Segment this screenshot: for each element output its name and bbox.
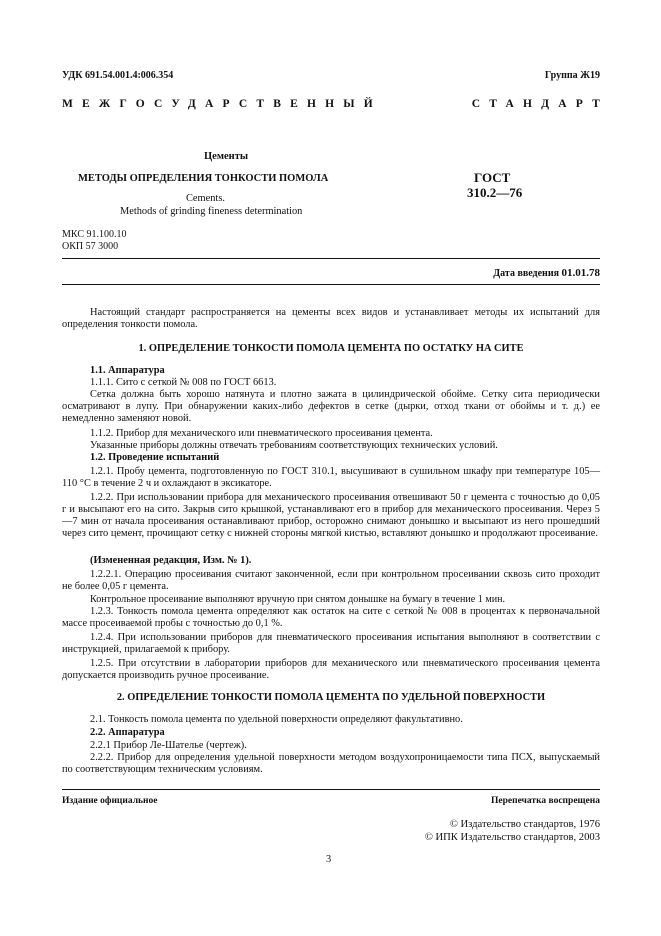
banner-right: СТАНДАРТ — [471, 98, 609, 110]
official-edition: Издание официальное — [62, 796, 158, 806]
clause-1-1-2-text: Указанные приборы должны отвечать требованиям соответствующих технических условий. — [90, 440, 498, 451]
clause-2-2-1: 2.2.1 Прибор Ле-Шателье (чертеж). — [90, 740, 247, 751]
clause-1-2-2-1: 1.2.2.1. Операцию просеивания считают законченной, если при контрольном просеивании сквозь сито проходит не более 0,05 г цемента. — [62, 569, 600, 592]
clause-1-1-1-text: Сетка должна быть хорошо натянута и плотно зажата в цилиндрической обойме. Сетку сита периодически осматривают в лупу. При обнаружении каких-либо дефектов в сетке (дырки, отход ткани от обоймы и т. д.) ее немедленно заменяют новой. — [62, 389, 600, 424]
okp-code: ОКП 57 3000 — [62, 241, 119, 252]
clause-2-2-2: 2.2.2. Прибор для определения удельной поверхности методом воздухопроницаемости типа ПСХ, выпускаемый по соответствующим техническим условиям. — [62, 752, 600, 775]
intro-date-label: Дата введения — [493, 268, 559, 279]
clause-1-2-2: 1.2.2. При использовании прибора для механического просеивания отвешивают 50 г цемента с точностью до 0,05 г и высыпают его на сито. Закрыв сито крышкой, устанавливают его в прибор для механического просеивания. Через 5—7 мин от начала просеивания останавливают прибор, осторожно снимают донышко и высыпают из него прошедший через сито цемент, прочищают сетку с нижней стороны мягкой кистью, вставляют донышко и продолжают просеивание. — [62, 492, 600, 539]
document-title: МЕТОДЫ ОПРЕДЕЛЕНИЯ ТОНКОСТИ ПОМОЛА — [78, 173, 329, 184]
clause-1-2-2-1-text: Контрольное просеивание выполняют вручную при снятом донышке на бумагу в течение 1 мин. — [90, 594, 506, 605]
udk-code: УДК 691.54.001.4:006.354 — [62, 70, 174, 81]
subsection-1-2: 1.2. Проведение испытаний — [90, 452, 220, 463]
subsection-1-1: 1.1. Аппаратура — [90, 365, 165, 376]
mks-code: МКС 91.100.10 — [62, 229, 127, 240]
gost-number: 310.2—76 — [467, 185, 523, 200]
header-divider — [62, 258, 600, 259]
copyright-1976: © Издательство стандартов, 1976 — [449, 819, 600, 830]
reprint-prohibited: Перепечатка воспрещена — [490, 796, 600, 806]
english-title-line2: Methods of grinding fineness determination — [120, 206, 303, 217]
intro-date-value: 01.01.78 — [561, 267, 600, 279]
amendment-note: (Измененная редакция, Изм. № 1). — [90, 555, 252, 566]
clause-2-1: 2.1. Тонкость помола цемента по удельной поверхности определяют факультативно. — [90, 714, 463, 725]
intro-paragraph: Настоящий стандарт распространяется на цементы всех видов и устанавливает методы их испытаний для определения тонкости помола. — [62, 307, 600, 330]
english-title-line1: Cements. — [186, 193, 225, 204]
section-2-title: 2. ОПРЕДЕЛЕНИЕ ТОНКОСТИ ПОМОЛА ЦЕМЕНТА ПО УДЕЛЬНОЙ ПОВЕРХНОСТИ — [116, 692, 546, 703]
clause-1-1-1: 1.1.1. Сито с сеткой № 008 по ГОСТ 6613. — [90, 377, 277, 388]
footer-divider — [62, 789, 600, 790]
clause-1-1-2: 1.1.2. Прибор для механического или пневматического просеивания цемента. — [90, 428, 433, 439]
banner-left: МЕЖГОСУДАРСТВЕННЫЙ — [62, 98, 382, 110]
clause-1-2-4: 1.2.4. При использовании приборов для пневматического просеивания испытания выполняют в соответствии с инструкцией, прилагаемой к прибору. — [62, 632, 600, 655]
copyright-2003: © ИПК Издательство стандартов, 2003 — [424, 832, 600, 843]
page-number: 3 — [326, 854, 332, 865]
subject-title: Цементы — [204, 151, 249, 162]
intro-date — [493, 267, 600, 279]
section-1-title: 1. ОПРЕДЕЛЕНИЕ ТОНКОСТИ ПОМОЛА ЦЕМЕНТА ПО ОСТАТКУ НА СИТЕ — [138, 343, 524, 354]
gost-label: ГОСТ — [474, 170, 511, 185]
clause-1-2-5: 1.2.5. При отсутствии в лаборатории приборов для механического или пневматического просеивания цемента допускается производить ручное просеивание. — [62, 658, 600, 681]
subsection-2-2: 2.2. Аппаратура — [90, 727, 165, 738]
clause-1-2-1: 1.2.1. Пробу цемента, подготовленную по ГОСТ 310.1, высушивают в сушильном шкафу при температуре 105—110 °С в течение 2 ч и охлаждают в эксикаторе. — [62, 466, 600, 489]
clause-1-2-3: 1.2.3. Тонкость помола цемента определяют как остаток на сите с сеткой № 008 в процентах к первоначальной массе просеиваемой пробы с точностью до 0,1 %. — [62, 606, 600, 629]
group-code: Группа Ж19 — [544, 70, 600, 81]
date-divider — [62, 284, 600, 285]
